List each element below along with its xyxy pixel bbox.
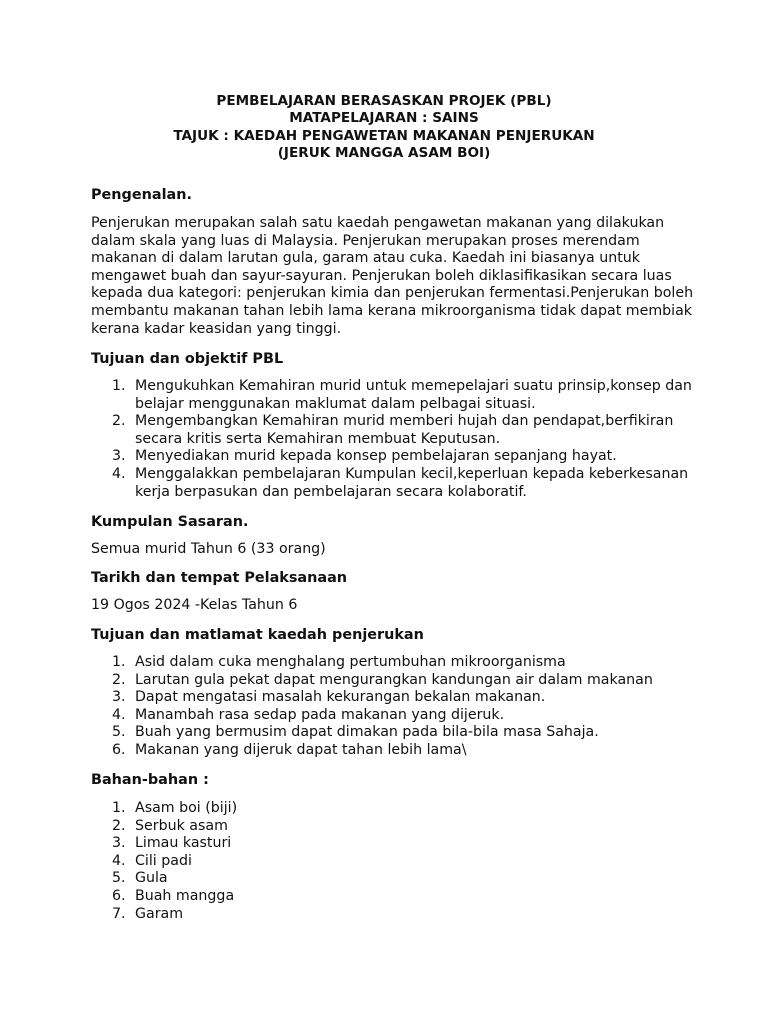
paragraph-line: membantu makanan tahan lebih lama kerana mikroorganisma tidak dapat membiak: [91, 302, 692, 319]
paragraph-pengenalan: [91, 215, 694, 338]
list-item: 5. Buah yang bermusim dapat dimakan pada bila-bila masa Sahaja.: [112, 724, 599, 741]
list-item: 2. Larutan gula pekat dapat mengurangkan kandungan air dalam makanan: [112, 671, 653, 688]
title-line-3: TAJUK : KAEDAH PENGAWETAN MAKANAN PENJERUKAN: [173, 127, 595, 144]
list-item: 4. Menggalakkan pembelajaran Kumpulan kecil,keperluan kepada keberkesanan kerja berpasukan dan pembelajaran secara kolaboratif.: [112, 465, 689, 500]
list-item: 6. Buah mangga: [112, 887, 235, 904]
list-item: 3. Dapat mengatasi masalah kekurangan bekalan makanan.: [112, 689, 546, 706]
title-line-1: PEMBELAJARAN BERASASKAN PROJEK (PBL): [216, 93, 552, 109]
list-item: 1. Mengukuhkan Kemahiran murid untuk memepelajari suatu prinsip,konsep dan belajar menggunakan maklumat dalam pelbagai situasi.: [112, 378, 692, 412]
list-item: 7. Garam: [112, 905, 184, 922]
heading-tujuan-objektif: Tujuan dan objektif PBL: [91, 351, 284, 367]
title-line-2: MATAPELAJARAN : SAINS: [289, 110, 479, 127]
heading-tarikh: Tarikh dan tempat Pelaksanaan: [91, 570, 348, 586]
title-line-4: (JERUK MANGGA ASAM BOI): [277, 145, 491, 162]
paragraph-line: makanan di dalam larutan gula, garam atau cuka. Kaedah ini biasanya untuk: [91, 250, 640, 267]
heading-matlamat: Tujuan dan matlamat kaedah penjerukan: [91, 627, 424, 643]
list-item: 2. Serbuk asam: [112, 817, 228, 834]
list-item: 1. Asam boi (biji): [112, 800, 238, 816]
text-tarikh: 19 Ogos 2024 -Kelas Tahun 6: [91, 597, 298, 613]
list-item: 4. Manambah rasa sedap pada makanan yang dijeruk.: [112, 706, 505, 723]
paragraph-line: mengawet buah dan sayur-sayuran. Penjerukan boleh diklasifikasikan secara luas: [91, 267, 672, 284]
list-item: 4. Cili padi: [112, 852, 192, 869]
text-kumpulan-sasaran: Semua murid Tahun 6 (33 orang): [91, 541, 326, 557]
list-item: 5. Gula: [112, 870, 168, 887]
objektif-list: [91, 378, 692, 501]
bahan-list: [91, 800, 237, 923]
heading-kumpulan-sasaran: Kumpulan Sasaran.: [91, 514, 249, 530]
list-item: 3. Menyediakan murid kepada konsep pembelajaran sepanjang hayat.: [112, 448, 617, 465]
paragraph-line: kepada dua kategori: penjerukan kimia dan penjerukan fermentasi.Penjerukan boleh: [91, 285, 694, 302]
document-title: [0, 93, 768, 163]
list-item: 2. Mengembangkan Kemahiran murid memberi hujah dan pendapat,berfikiran secara kritis serta Kemahiran membuat Keputusan.: [112, 413, 674, 447]
heading-pengenalan: Pengenalan.: [91, 187, 192, 203]
list-item: 6. Makanan yang dijeruk dapat tahan lebih lama\: [112, 741, 467, 758]
matlamat-list: [91, 654, 653, 760]
paragraph-line: Penjerukan merupakan salah satu kaedah pengawetan makanan yang dilakukan: [91, 215, 665, 231]
paragraph-line: dalam skala yang luas di Malaysia. Penjerukan merupakan proses merendam: [91, 232, 640, 249]
heading-bahan: Bahan-bahan :: [91, 772, 209, 788]
list-item: 1. Asid dalam cuka menghalang pertumbuhan mikroorganisma: [112, 654, 566, 670]
paragraph-line: kerana kadar keasidan yang tinggi.: [91, 320, 342, 337]
list-item: 3. Limau kasturi: [112, 835, 232, 852]
